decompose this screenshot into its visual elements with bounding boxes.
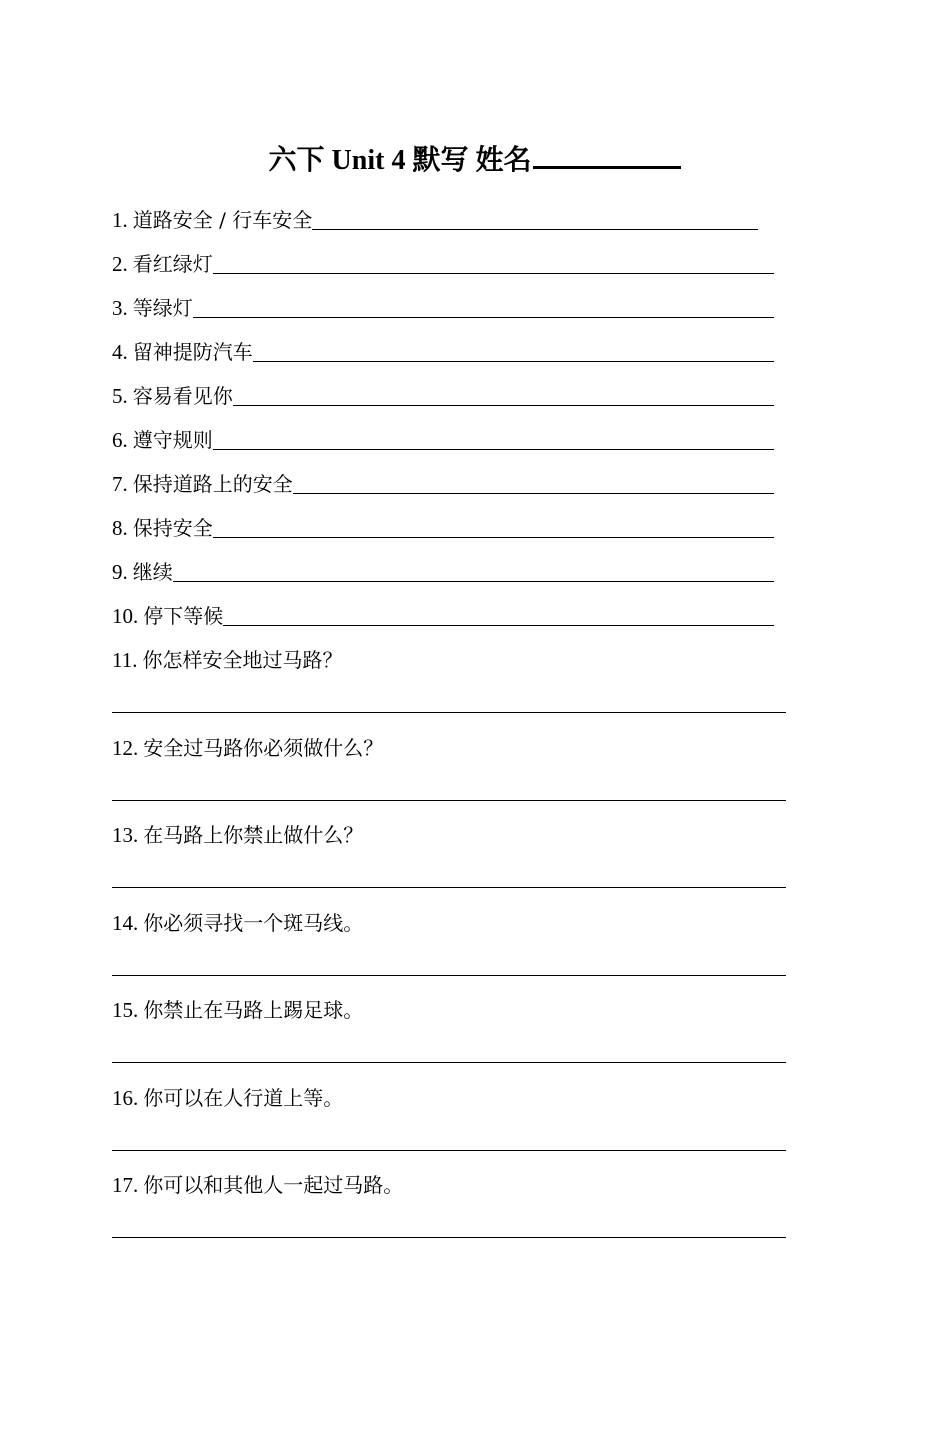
answer-blank[interactable] [213, 448, 774, 450]
item-number: 13. [112, 823, 139, 847]
title-text: 六下 Unit 4 默写 姓名 [268, 145, 532, 176]
item-number: 7. [112, 472, 128, 496]
item-number: 1. [112, 208, 128, 232]
item-text: 看红绿灯 [132, 252, 213, 276]
answer-line-17[interactable] [112, 1237, 786, 1238]
item-text: 安全过马路你必须做什么？ [143, 736, 384, 760]
item-text: 在马路上你禁止做什么？ [143, 823, 364, 847]
item-text: 你禁止在马路上踢足球。 [143, 998, 364, 1022]
item-number: 4. [112, 340, 128, 364]
answer-blank[interactable] [293, 492, 774, 494]
item-number: 8. [112, 516, 128, 540]
answer-line-13[interactable] [112, 887, 786, 888]
question-item-17 [112, 1165, 403, 1201]
phrase-item-10 [112, 596, 774, 632]
item-number: 14. [112, 911, 139, 935]
item-text: 你可以在人行道上等。 [143, 1086, 344, 1110]
item-text: 留神提防汽车 [132, 340, 253, 364]
answer-line-14[interactable] [112, 975, 786, 976]
answer-blank[interactable] [253, 360, 774, 362]
answer-blank[interactable] [173, 580, 774, 582]
item-text: 继续 [132, 560, 173, 584]
phrase-item-6 [112, 420, 774, 456]
phrase-item-8 [112, 508, 774, 544]
item-number: 11. [112, 648, 138, 672]
item-text: 道路安全 / 行车安全 [132, 208, 313, 232]
item-text: 你必须寻找一个斑马线。 [143, 911, 364, 935]
item-number: 15. [112, 998, 139, 1022]
item-text: 保持安全 [132, 516, 213, 540]
answer-blank[interactable] [312, 228, 758, 230]
worksheet-title [0, 138, 950, 181]
answer-line-15[interactable] [112, 1062, 786, 1063]
question-item-14 [112, 903, 363, 939]
item-number: 2. [112, 252, 128, 276]
answer-line-16[interactable] [112, 1150, 786, 1151]
phrase-item-1 [112, 200, 758, 236]
phrase-item-4 [112, 332, 774, 368]
phrase-item-2 [112, 244, 774, 280]
item-text: 遵守规则 [132, 428, 213, 452]
item-text: 停下等候 [143, 604, 224, 628]
question-item-12 [112, 728, 383, 764]
answer-blank[interactable] [233, 404, 774, 406]
phrase-item-9 [112, 552, 774, 588]
item-number: 5. [112, 384, 128, 408]
name-blank-line[interactable] [533, 138, 681, 169]
item-number: 6. [112, 428, 128, 452]
question-item-15 [112, 990, 363, 1026]
answer-blank[interactable] [193, 316, 774, 318]
item-number: 17. [112, 1173, 139, 1197]
phrase-item-3 [112, 288, 774, 324]
item-text: 你怎样安全地过马路？ [142, 648, 343, 672]
phrase-item-7 [112, 464, 774, 500]
item-number: 16. [112, 1086, 139, 1110]
question-item-11 [112, 640, 342, 676]
item-text: 等绿灯 [132, 296, 193, 320]
item-text: 容易看见你 [132, 384, 233, 408]
answer-blank[interactable] [223, 624, 774, 626]
answer-blank[interactable] [213, 272, 774, 274]
answer-blank[interactable] [213, 536, 774, 538]
answer-line-11[interactable] [112, 712, 786, 713]
question-item-16 [112, 1078, 343, 1114]
item-number: 10. [112, 604, 139, 628]
phrase-item-5 [112, 376, 774, 412]
question-item-13 [112, 815, 363, 851]
answer-line-12[interactable] [112, 800, 786, 801]
item-number: 12. [112, 736, 139, 760]
item-number: 9. [112, 560, 128, 584]
item-number: 3. [112, 296, 128, 320]
item-text: 你可以和其他人一起过马路。 [143, 1173, 404, 1197]
item-text: 保持道路上的安全 [132, 472, 293, 496]
